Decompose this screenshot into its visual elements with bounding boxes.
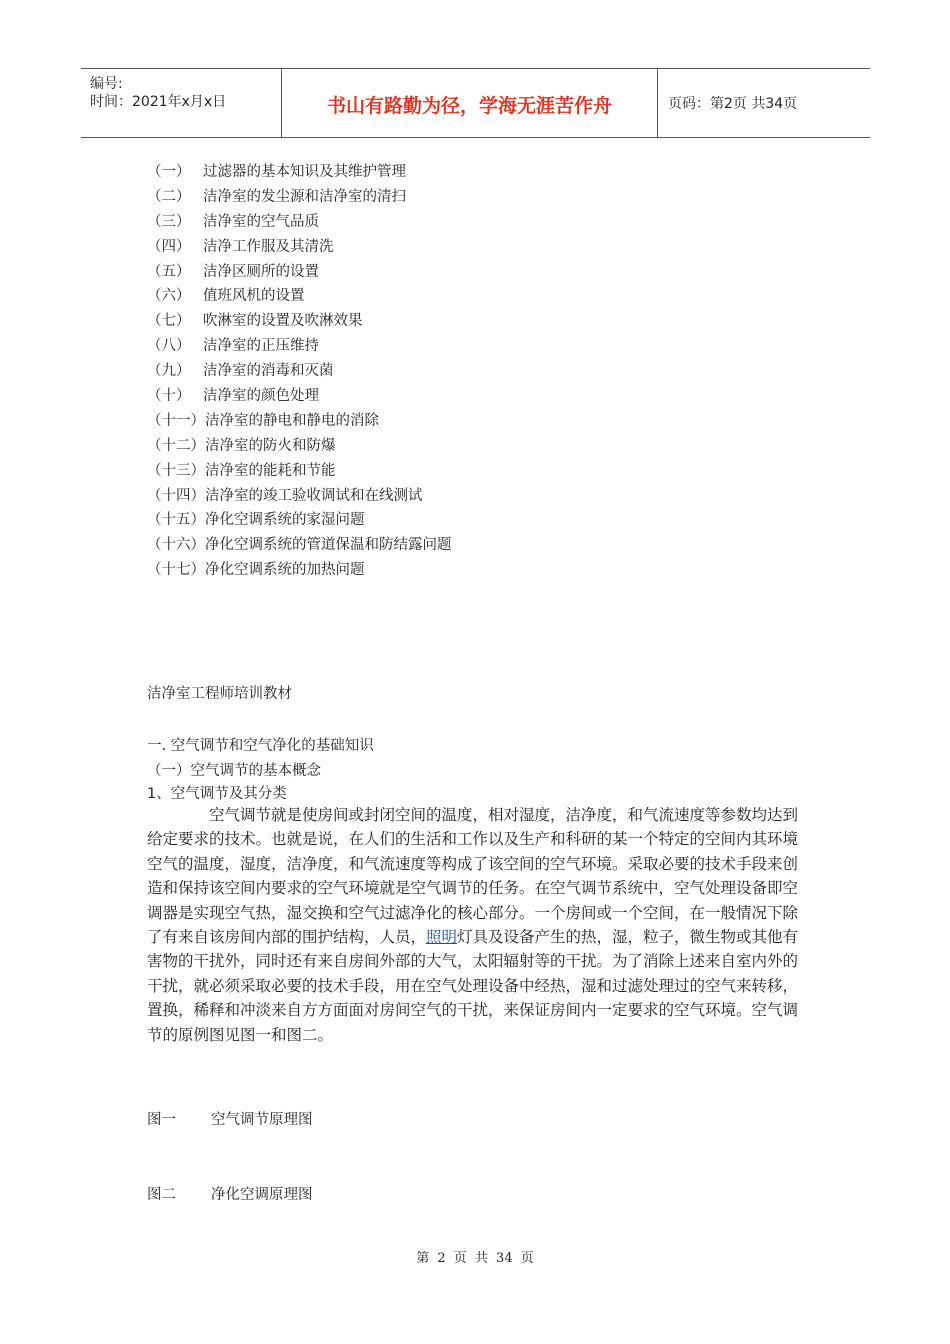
toc-number: （二）: [147, 188, 191, 205]
figure-label: 图二: [147, 1187, 176, 1203]
toc-item: [147, 409, 452, 434]
toc-text: 净化空调系统的家湿问题: [205, 512, 365, 529]
toc-number: （四）: [147, 238, 191, 255]
toc-item: [147, 533, 452, 558]
toc-number: （五）: [147, 263, 191, 280]
toc-item: [147, 309, 452, 334]
figure-caption-2: [147, 1183, 313, 1204]
header-right-cell: [658, 69, 870, 137]
toc-item: [147, 284, 452, 309]
toc-text: 洁净室的静电和静电的消除: [205, 412, 379, 429]
lighting-link[interactable]: 照明: [426, 928, 458, 947]
subsection-heading: （一）空气调节的基本概念: [147, 763, 321, 779]
toc-item: [147, 359, 452, 384]
figure-title: 空气调节原理图: [211, 1112, 313, 1128]
figure-title: 净化空调原理图: [211, 1187, 313, 1203]
toc-item: [147, 235, 452, 260]
toc-list: [147, 160, 452, 583]
toc-item: [147, 334, 452, 359]
header-left-cell: [81, 69, 281, 137]
toc-number: （一）: [147, 164, 191, 180]
toc-text: 洁净室的竣工验收调试和在线测试: [205, 487, 423, 504]
toc-number: （八）: [147, 338, 191, 355]
toc-text: 过滤器的基本知识及其维护管理: [203, 164, 406, 180]
page-number-label: 页码：第2页 共34页: [668, 96, 798, 112]
toc-text: 洁净室的空气品质: [203, 213, 319, 230]
toc-text: 净化空调系统的管道保温和防结露问题: [205, 537, 452, 554]
toc-number: （十四）: [147, 487, 205, 504]
toc-number: （十七）: [147, 562, 205, 579]
toc-item: [147, 484, 452, 509]
item-heading: 1、空气调节及其分类: [147, 786, 287, 802]
toc-text: 洁净室的颜色处理: [203, 388, 319, 405]
toc-text: 洁净室的正压维持: [203, 338, 319, 355]
figure-caption-1: [147, 1108, 313, 1129]
toc-text: 净化空调系统的加热问题: [205, 562, 365, 579]
header-center-cell: [281, 69, 658, 137]
toc-number: （十二）: [147, 437, 205, 454]
toc-text: 洁净工作服及其清洗: [203, 238, 334, 255]
toc-item: [147, 210, 452, 235]
toc-item: [147, 260, 452, 285]
toc-text: 洁净区厕所的设置: [203, 263, 319, 280]
toc-text: 吹淋室的设置及吹淋效果: [203, 313, 363, 330]
toc-number: （十）: [147, 388, 191, 405]
document-title: 洁净室工程师培训教材: [147, 686, 292, 702]
number-label: 编号:: [90, 76, 123, 92]
toc-item: [147, 384, 452, 409]
page-header: [81, 68, 870, 138]
toc-item: [147, 459, 452, 484]
toc-item: [147, 160, 452, 185]
paragraph-text-1: 空气调节就是使房间或封闭空间的温度，相对湿度，洁净度，和气流速度等参数均达到给定要求的技术。也就是说，在人们的生活和工作以及生产和科研的某一个特定的空间内其环境空气的温度，湿度，洁净度，和气流速度等构成了该空间的空气环境。采取必要的技术手段来创造和保持该空间内要求的空气环境就是空气调节的任务。在空气调节系统中，空气处理设备即空调器是实现空气热，湿交换和空气过滤净化的核心部分。一个房间或一个空间，在一般情况下除了有来自该房间内部的围护结构，人员，: [147, 806, 799, 947]
page-footer: 第 2 页 共 34 页: [416, 1251, 534, 1266]
toc-text: 值班风机的设置: [203, 288, 305, 305]
toc-number: （十六）: [147, 537, 205, 554]
toc-text: 洁净室的防火和防爆: [205, 437, 336, 454]
toc-item: [147, 558, 452, 583]
motto: 书山有路勤为径，学海无涯苦作舟: [326, 95, 612, 117]
toc-text: 洁净室的发尘源和洁净室的清扫: [203, 188, 406, 205]
toc-item: [147, 185, 452, 210]
section-heading: 一. 空气调节和空气净化的基础知识: [147, 738, 374, 754]
toc-number: （十一）: [147, 412, 205, 429]
toc-number: （十三）: [147, 462, 205, 479]
toc-number: （七）: [147, 313, 191, 330]
toc-text: 洁净室的消毒和灭菌: [203, 363, 334, 380]
toc-item: [147, 434, 452, 459]
body-paragraph: [147, 803, 810, 1047]
toc-number: （九）: [147, 363, 191, 380]
figure-label: 图一: [147, 1112, 176, 1128]
toc-item: [147, 508, 452, 533]
paragraph-text-2: 灯具及设备产生的热，湿，粒子，微生物或其他有害物的干扰外，同时还有来自房间外部的大气，太阳辐射等的干扰。为了消除上述来自室内外的干扰，就必须采取必要的技术手段，用在空气处理设备中经热，湿和过滤处理过的空气来转移，置换，稀释和冲淡来自方方面面对房间空气的干扰，来保证房间内一定要求的空气环境。空气调节的原例图见图一和图二。: [147, 928, 799, 1044]
toc-number: （十五）: [147, 512, 205, 529]
time-label: 时间：2021年x月x日: [90, 94, 227, 110]
toc-number: （三）: [147, 213, 191, 230]
toc-text: 洁净室的能耗和节能: [205, 462, 336, 479]
toc-number: （六）: [147, 288, 191, 305]
